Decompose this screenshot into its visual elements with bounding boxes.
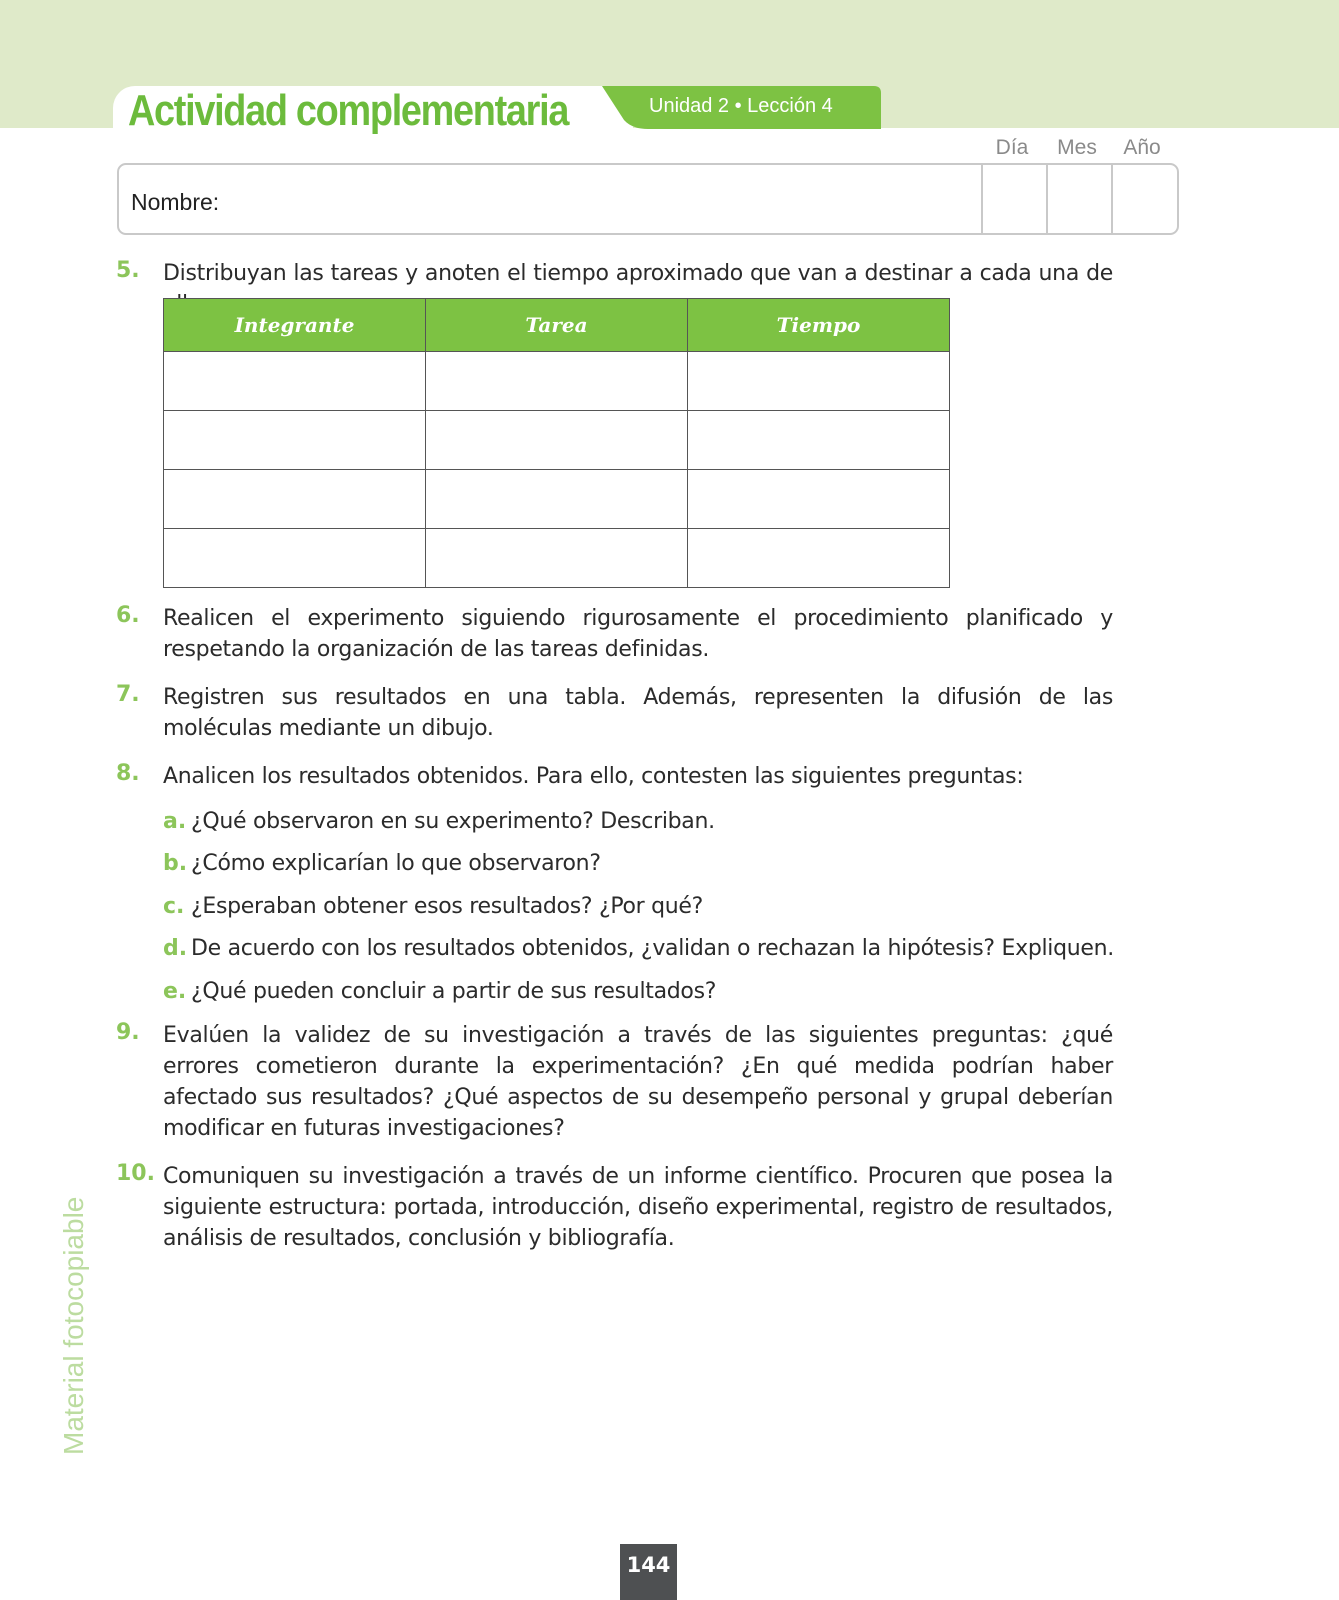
subquestion-text-a: ¿Qué observaron en su experimento? Describan.: [191, 809, 715, 834]
subquestion-letter-c: c.: [163, 894, 185, 919]
question-text-7: Registren sus resultados en una tabla. Además, representen la difusión de las moléculas mediante un dibujo.: [163, 685, 1113, 741]
date-label-year: Año: [1123, 136, 1161, 159]
subquestion-letter-e: e.: [163, 979, 187, 1004]
date-divider-day: [981, 165, 983, 233]
question-text-8: Analicen los resultados obtenidos. Para ello, contesten las siguientes preguntas:: [163, 764, 1024, 789]
question-number-8: 8.: [116, 761, 140, 786]
date-label-day: Día: [995, 136, 1029, 159]
unit-lesson-badge: [602, 86, 881, 129]
table-cell[interactable]: [164, 529, 426, 588]
table-cell[interactable]: [688, 529, 950, 588]
question-number-9: 9.: [116, 1020, 140, 1045]
subquestion-text-b: ¿Cómo explicarían lo que observaron?: [191, 851, 601, 876]
subquestion-text-d: De acuerdo con los resultados obtenidos, ¿validan o rechazan la hipótesis? Expliquen.: [191, 936, 1114, 961]
subquestion-letter-a: a.: [163, 809, 187, 834]
question-number-7: 7.: [116, 682, 140, 707]
task-table: [163, 298, 950, 588]
question-text-6: Realicen el experimento siguiendo rigurosamente el procedimiento planificado y respetando la organización de las tareas definidas.: [163, 606, 1113, 662]
table-cell[interactable]: [426, 470, 688, 529]
question-number-10: 10.: [116, 1161, 155, 1186]
table-cell[interactable]: [426, 529, 688, 588]
page-number: 144: [620, 1544, 677, 1600]
table-cell[interactable]: [164, 470, 426, 529]
table-cell[interactable]: [426, 352, 688, 411]
table-cell[interactable]: [164, 411, 426, 470]
table-cell[interactable]: [426, 411, 688, 470]
date-label-month: Mes: [1057, 136, 1097, 159]
subquestion-text-c: ¿Esperaban obtener esos resultados? ¿Por qué?: [191, 894, 704, 919]
question-text-5: Distribuyan las tareas y anoten el tiempo aproximado que van a destinar a cada una de: [163, 261, 1113, 286]
question-text-9: Evalúen la validez de su investigación a través de las siguientes preguntas: ¿qué errores cometieron durante la experimentación? ¿En qué medida podrían haber afectado sus resultados? ¿Qué aspectos de su desempeño personal y grupal deberían modificar en futuras investigaciones?: [163, 1023, 1113, 1141]
subquestion-text-e: ¿Qué pueden concluir a partir de sus resultados?: [191, 979, 717, 1004]
table-row: [164, 352, 950, 411]
header-integrante: Integrante: [164, 299, 426, 352]
question-text-10: Comuniquen su investigación a través de un informe científico. Procuren que posea la siguiente estructura: portada, introducción, diseño experimental, registro de resultados, análisis de resultados, conclusión y bibliografía.: [163, 1164, 1113, 1251]
side-label: Material fotocopiable: [58, 1196, 89, 1455]
table-cell[interactable]: [688, 352, 950, 411]
table-row: [164, 411, 950, 470]
table-row: [164, 470, 950, 529]
table-header-row: [164, 299, 950, 352]
name-label: Nombre:: [131, 189, 220, 215]
table-row: [164, 529, 950, 588]
table-cell[interactable]: [688, 470, 950, 529]
unit-lesson-label: Unidad 2 • Lección 4: [649, 95, 833, 117]
subquestion-letter-b: b.: [163, 851, 188, 876]
date-divider-year: [1111, 165, 1113, 233]
table-cell[interactable]: [688, 411, 950, 470]
header-tiempo: Tiempo: [688, 299, 950, 352]
name-date-field[interactable]: [117, 163, 1179, 235]
question-number-6: 6.: [116, 603, 140, 628]
date-divider-month: [1046, 165, 1048, 233]
page-title: Actividad complementaria: [128, 86, 569, 135]
question-number-5: 5.: [116, 258, 140, 283]
table-cell[interactable]: [164, 352, 426, 411]
subquestion-letter-d: d.: [163, 936, 188, 961]
header-tarea: Tarea: [426, 299, 688, 352]
